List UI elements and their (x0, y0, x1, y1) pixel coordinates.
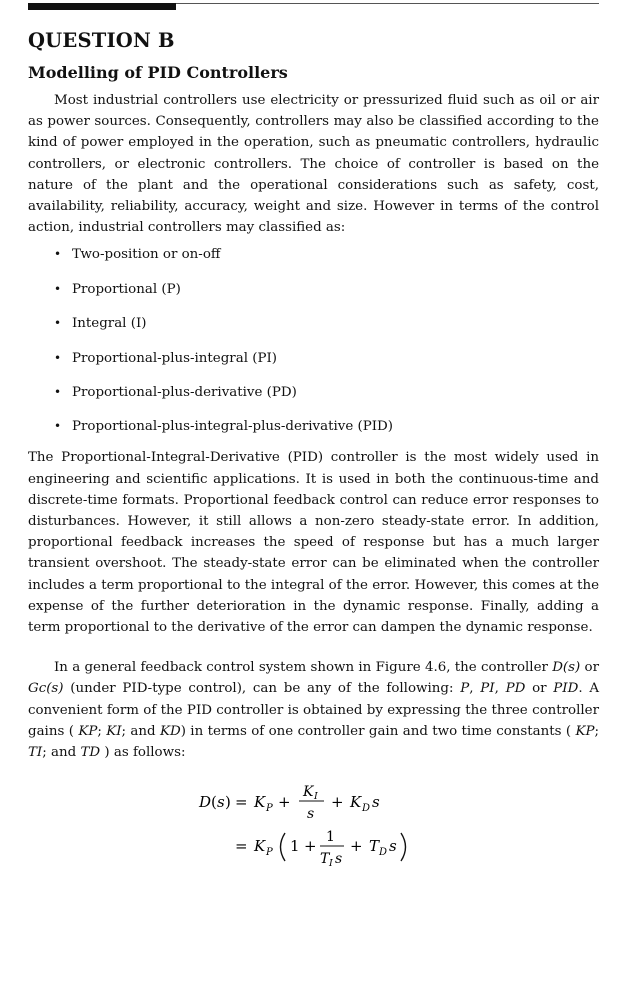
svg-text:1: 1 (290, 837, 300, 856)
svg-text:s: s (217, 793, 225, 812)
svg-text:K: K (350, 793, 362, 812)
svg-text:(: ( (211, 793, 217, 812)
math-PID: PID (553, 681, 579, 697)
svg-text:D: D (362, 803, 371, 815)
svg-text:): ) (225, 793, 231, 812)
svg-text:s: s (389, 837, 397, 856)
math-TD: TD (80, 745, 101, 761)
list-item-text: Integral (I) (72, 316, 147, 332)
math-KP: KP (78, 723, 98, 739)
bullet-icon: • (54, 350, 62, 365)
svg-text:s: s (307, 806, 315, 823)
question-title: QUESTION B (28, 29, 175, 52)
bullet-icon: • (54, 281, 62, 296)
math-KP: KP (575, 723, 595, 739)
list-item (54, 416, 599, 437)
list-item (54, 279, 599, 300)
math-KI: KI (106, 723, 122, 739)
list-item (54, 382, 599, 403)
svg-text:K: K (303, 784, 314, 801)
bullet-icon: • (54, 247, 62, 262)
math-KD: KD (159, 723, 181, 739)
svg-text:s: s (372, 793, 380, 812)
bullet-icon: • (54, 384, 62, 399)
list-item (54, 244, 599, 265)
svg-text:1: 1 (326, 829, 335, 846)
math-TI: TI (28, 745, 43, 761)
list-item (54, 348, 599, 369)
svg-text:+: + (278, 793, 291, 812)
list-item-text: Proportional-plus-integral-plus-derivative (PID) (72, 419, 393, 435)
svg-text:+: + (331, 793, 344, 812)
document-page (28, 28, 599, 871)
section-subtitle: Modelling of PID Controllers (28, 63, 288, 82)
top-rule-thick (28, 3, 176, 10)
pid-equation (28, 771, 599, 871)
svg-text:I: I (314, 791, 318, 803)
controller-types-list (28, 244, 599, 437)
svg-text:T: T (320, 851, 330, 868)
bullet-icon: • (54, 419, 62, 434)
svg-text:D: D (199, 793, 212, 812)
svg-text:P: P (266, 847, 273, 859)
list-item-text: Proportional-plus-integral (PI) (72, 350, 277, 366)
svg-text:s: s (335, 851, 343, 868)
figure-reference-paragraph: In a general feedback control system shown in Figure 4.6, the controller D(s) or Gc(s) (under PID-type control), can be any of the following: P, PI, PD or PID. A convenient form of the PID controller is obtained by expressing the three controller gains ( KP; KI; and KD) in terms of one controller gain and two time constants ( KP; TI; and TD ) as follows: (28, 660, 599, 761)
svg-text:I: I (329, 858, 333, 870)
intro-paragraph: Most industrial controllers use electricity or pressurized fluid such as oil or air as power sources. Consequently, controllers may also be classified according to the kind of power employed in the operation, such as pneumatic controllers, hydraulic controllers, or electronic controllers. The choice of controller is based on the nature of the plant and the operational considerations such as safety, cost, availability, reliability, accuracy, weight and size. However in terms of the control action, industrial controllers may classified as: (28, 93, 599, 236)
svg-text:T: T (369, 837, 380, 856)
math-Gc-of-s: Gc(s) (28, 681, 64, 697)
svg-text:=: = (235, 793, 248, 812)
svg-text:K: K (254, 793, 266, 812)
list-item-text: Proportional-plus-derivative (PD) (72, 384, 297, 400)
svg-text:+: + (350, 837, 363, 856)
math-D-of-s: D(s) (552, 660, 581, 676)
svg-text:D: D (379, 847, 388, 859)
svg-text:=: = (235, 837, 248, 856)
pid-paragraph: The Proportional-Integral-Derivative (PID) controller is the most widely used in engineering and scientific applications. It is used in both the continuous-time and discrete-time formats. Proportional feedback control can reduce error responses to disturbances. However, it still allows a non-zero steady-state error. In addition, proportional feedback increases the speed of response but has a much larger transient overshoot. The steady-state error can be eliminated when the controller includes a term proportional to the integral of the error. However, this comes at the expense of the further deterioration in the dynamic response. Finally, adding a term proportional to the derivative of the error can dampen the dynamic response. (28, 450, 599, 635)
list-item-text: Proportional (P) (72, 281, 181, 297)
math-P: P (460, 681, 470, 697)
list-item-text: Two-position or on-off (72, 247, 221, 263)
bullet-icon: • (54, 316, 62, 331)
svg-text:P: P (266, 803, 273, 815)
svg-text:+: + (304, 837, 317, 856)
equation-render (28, 771, 599, 871)
math-PI: PI (480, 681, 495, 697)
math-PD: PD (505, 681, 526, 697)
svg-text:K: K (254, 837, 266, 856)
list-item (54, 313, 599, 334)
